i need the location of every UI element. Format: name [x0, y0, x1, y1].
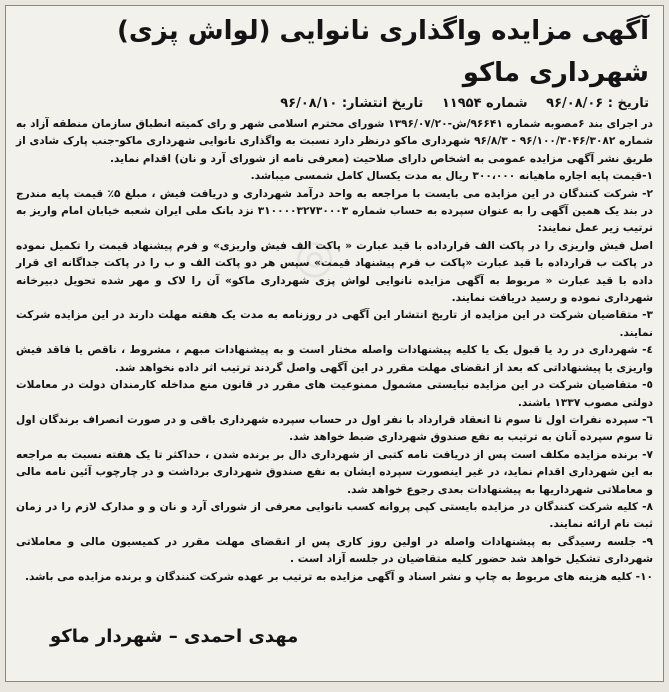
date-label: تاریخ : ۹۶/۰۸/۰۶ — [546, 96, 649, 111]
notice-meta — [20, 94, 649, 114]
publish-date-label: تاریخ انتشار: ۹۶/۰۸/۱۰ — [280, 96, 424, 111]
signature: مهدی احمدی – شهردار ماکو — [50, 626, 299, 647]
faint-watermark: ◎ — [286, 224, 341, 289]
clause-10: ۱۰- کلیه هزینه های مربوط به چاپ و نشر اسناد و آگهی مزایده به ترتیب بر عهده شرکت کنندگان و برنده مزایده می باشد. — [24, 570, 653, 583]
clause-6: ٦- سپرده نفرات اول تا سوم تا انعقاد قرارداد با نفر اول در حساب سپرده شهرداری باقی و در صورت انصراف برندگان اول تا سوم سپرده آنان به ترتیب به نفع صندوق شهرداری ضبط خواهد شد. — [16, 413, 653, 444]
clause-5: ٥- متقاضیان شرکت در این مزایده نبایستی مشمول ممنوعیت های مقرر در قانون منع مداخله کارمندان دولت در معاملات دولتی مصوب ۱۳۳۷ باشند. — [16, 379, 653, 409]
notice-body — [16, 116, 653, 586]
clause-9: ۹- جلسه رسیدگی به پیشنهادات واصله در اولین روز کاری پس از انقضای مهلت مقرر در کمیسیون مالی و معاملاتی شهرداری تشکیل خواهد شد حضور کلیه متقاضیان در جلسه آزاد است . — [16, 535, 653, 566]
clause-2: ۲- شرکت کنندگان در این مزایده می بایست با مراجعه به واحد درآمد شهرداری و دریافت فیش ، مبلغ ۵٪ قیمت پایه مندرج در بند یک همین آگهی را به عنوان سپرده به حساب شماره ۳۱۰۰۰۰۳۲۷۳۰۰۰۳ نزد بانک ملی ایران شعبه خیابان امام واریز به ترتیب زیر عمل نمایند: — [16, 187, 654, 235]
notice-title: آگهی مزایده واگذاری نانوایی (لواش پزی) شهرداری ماکو — [117, 16, 649, 88]
clause-7: ۷- برنده مزایده مکلف است پس از دریافت نامه کتبی از شهرداری دال بر برنده شدن ، حداکثر تا یک هفته نسبت به مراجعه به این شهرداری اقدام نماید، در غیر اینصورت سپرده ایشان به نفع صندوق شهرداری برداشت و در چارچوب آئین نامه مالی و معاملاتی شهرداریها به پیشنهادات بعدی رجوع خواهد شد. — [16, 448, 653, 496]
clause-2-detail: اصل فیش واریزی را در پاکت الف قرارداده با قید عبارت « پاکت الف فیش واریزی» و فرم پیشنهاد قیمت را تکمیل نموده در پاکت ب قرارداده با قید عبارت «پاکت ب فرم پیشنهاد قیمت» سپس هر دو پاکت الف و ب را در پاکت جداگانه ای قرار داده با قید عبارت « مربوط به آگهی مزایده نانوایی لواش پزی شهرداری ماکو» آن را لاک و مهر شده تحویل دبیرخانه شهرداری نموده و رسید دریافت نمایند. — [16, 239, 653, 305]
clause-8: ۸- کلیه شرکت کنندگان در مزایده بایستی کپی پروانه کسب نانوایی معرفی از شورای آرد و نان و و مدارک لازم را در زمان ثبت نام ارائه نمایند. — [16, 500, 653, 531]
clause-4: ٤- شهرداری در رد یا قبول یک یا کلیه پیشنهادات واصله مختار است و به پیشنهادات مبهم ، مشروط ، ناقص یا فاقد فیش واریزی یا پیشنهاداتی که بعد از انقضای مهلت مقرر در این آگهی واصل گردند ترتیب اثر داده نخواهد شد. — [16, 344, 653, 374]
clause-3: ۳- متقاضیان شرکت در این مزایده از تاریخ انتشار این آگهی در روزنامه به مدت یک هفته مهلت دارند در این مزایده شرکت نمایند. — [16, 309, 653, 339]
clause-1: ۱-قیمت پایه اجاره ماهیانه ۳۰۰،۰۰۰ ریال به مدت یکسال کامل شمسی میباشد. — [250, 170, 653, 183]
number-label: شماره ۱۱۹۵۴ — [441, 96, 528, 111]
newspaper-clipping — [5, 5, 664, 682]
intro-paragraph: در اجرای بند ۶مصوبه شماره ۹۶۶۴۱/ش-۱۳۹۶/۰۷/۲۰ شورای محترم اسلامی شهر و رای کمیته انطباق سازمان منطقه آزاد به شماره ۹۶/۱۰۰/۳۰۴۶/۳۰۸۲ - ۹۶/۸/۳ شهرداری ماکو درنظر دارد نسبت به واگذاری نانوایی شهرداری ماکو-جنب پارک شادی از طریق نشر آگهی مزایده عمومی به اشخاص دارای صلاحیت (معرفی نامه از شورای آرد و نان) اقدام نماید. — [16, 118, 654, 165]
